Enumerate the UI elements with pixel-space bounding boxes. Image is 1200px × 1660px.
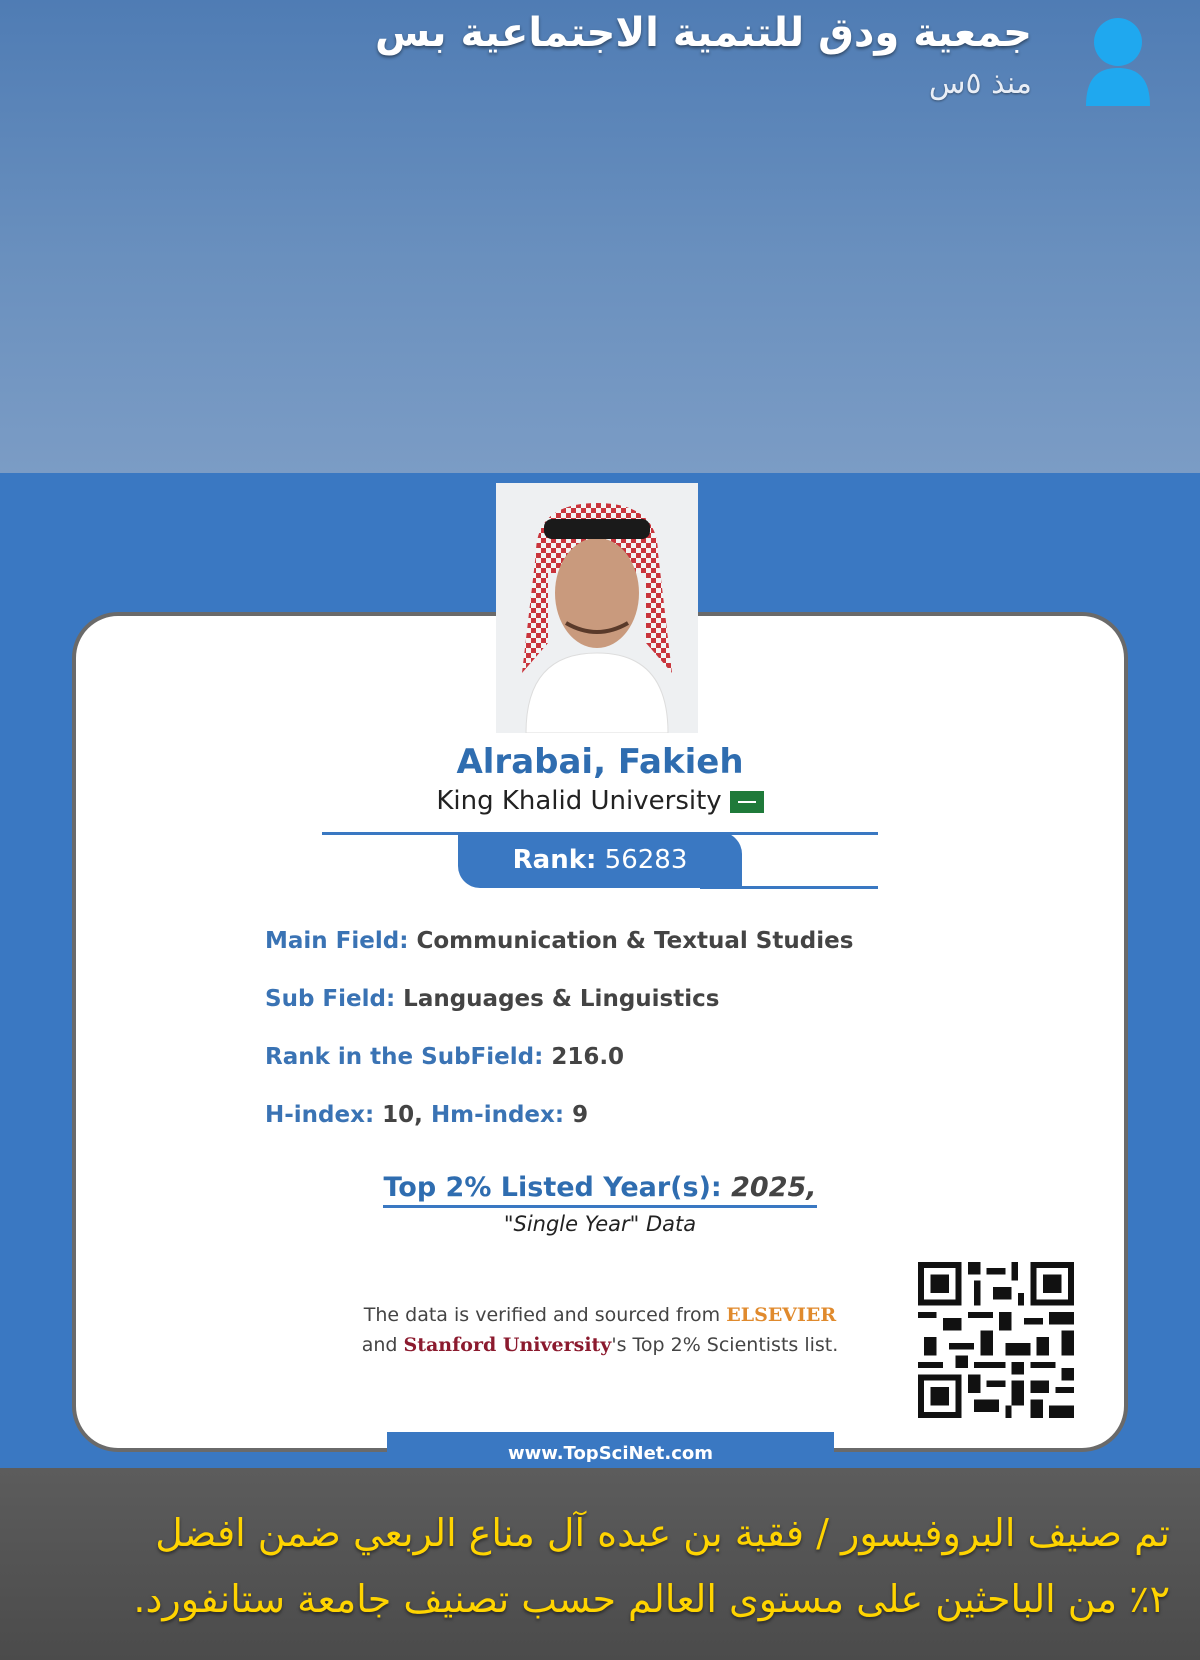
sub-field-row <box>265 986 719 1012</box>
rank-subfield-value: 216.0 <box>551 1044 625 1070</box>
verify-line-2 <box>330 1330 870 1360</box>
caption-line-1: تم صنيف البروفيسور / فقية بن عبده آل مناع الربعي ضمن افضل <box>155 1511 1170 1555</box>
hindex-label: H-index: <box>265 1102 375 1128</box>
hindex-value: 10, <box>382 1102 423 1128</box>
rank-value: 56283 <box>604 845 688 875</box>
verify-and: and <box>361 1334 398 1356</box>
website-bar <box>387 1432 834 1462</box>
caption-line-2: ٢٪ من الباحثين على مستوى العالم حسب تصنيف جامعة ستانفورد. <box>133 1577 1170 1621</box>
website-text: www.TopSciNet.com <box>507 1443 714 1462</box>
sub-field-value: Languages & Linguistics <box>403 986 720 1012</box>
university-name: King Khalid University <box>436 786 722 816</box>
hmindex-label: Hm-index: <box>430 1102 565 1128</box>
main-field-value: Communication & Textual Studies <box>416 928 854 954</box>
scientist-name: Alrabai, Fakieh <box>456 742 744 782</box>
hindex-row <box>265 1102 588 1128</box>
rank-label: Rank: <box>512 845 597 875</box>
rank-badge <box>458 832 742 888</box>
qr-code-icon <box>918 1262 1074 1418</box>
single-year-note: "Single Year" Data <box>503 1212 697 1236</box>
main-field-row <box>265 928 853 954</box>
university-line <box>0 786 1200 816</box>
top2-years: 2025, <box>731 1172 817 1203</box>
rank-subfield-label: Rank in the SubField: <box>265 1044 544 1070</box>
rank-subfield-row <box>265 1044 624 1070</box>
hmindex-value: 9 <box>572 1102 589 1128</box>
post-author-name[interactable]: جمعية ودق للتنمية الاجتماعية بس <box>374 10 1032 56</box>
sub-field-label: Sub Field: <box>265 986 396 1012</box>
elsevier-logo-text: ELSEVIER <box>726 1304 837 1326</box>
profile-photo <box>496 483 698 733</box>
verify-line-1 <box>330 1300 870 1330</box>
saudi-flag-icon <box>730 791 764 813</box>
verify-prefix: The data is verified and sourced from <box>363 1304 721 1326</box>
main-field-label: Main Field: <box>265 928 409 954</box>
verify-suffix: 's Top 2% Scientists list. <box>611 1334 839 1356</box>
stanford-logo-text: Stanford University <box>403 1334 612 1356</box>
post-caption <box>40 1500 1170 1632</box>
post-timestamp: منذ ٥س <box>928 66 1032 101</box>
user-avatar-icon[interactable] <box>1082 14 1154 106</box>
top2-label: Top 2% Listed Year(s): <box>383 1172 722 1203</box>
top2-line <box>0 1172 1200 1203</box>
